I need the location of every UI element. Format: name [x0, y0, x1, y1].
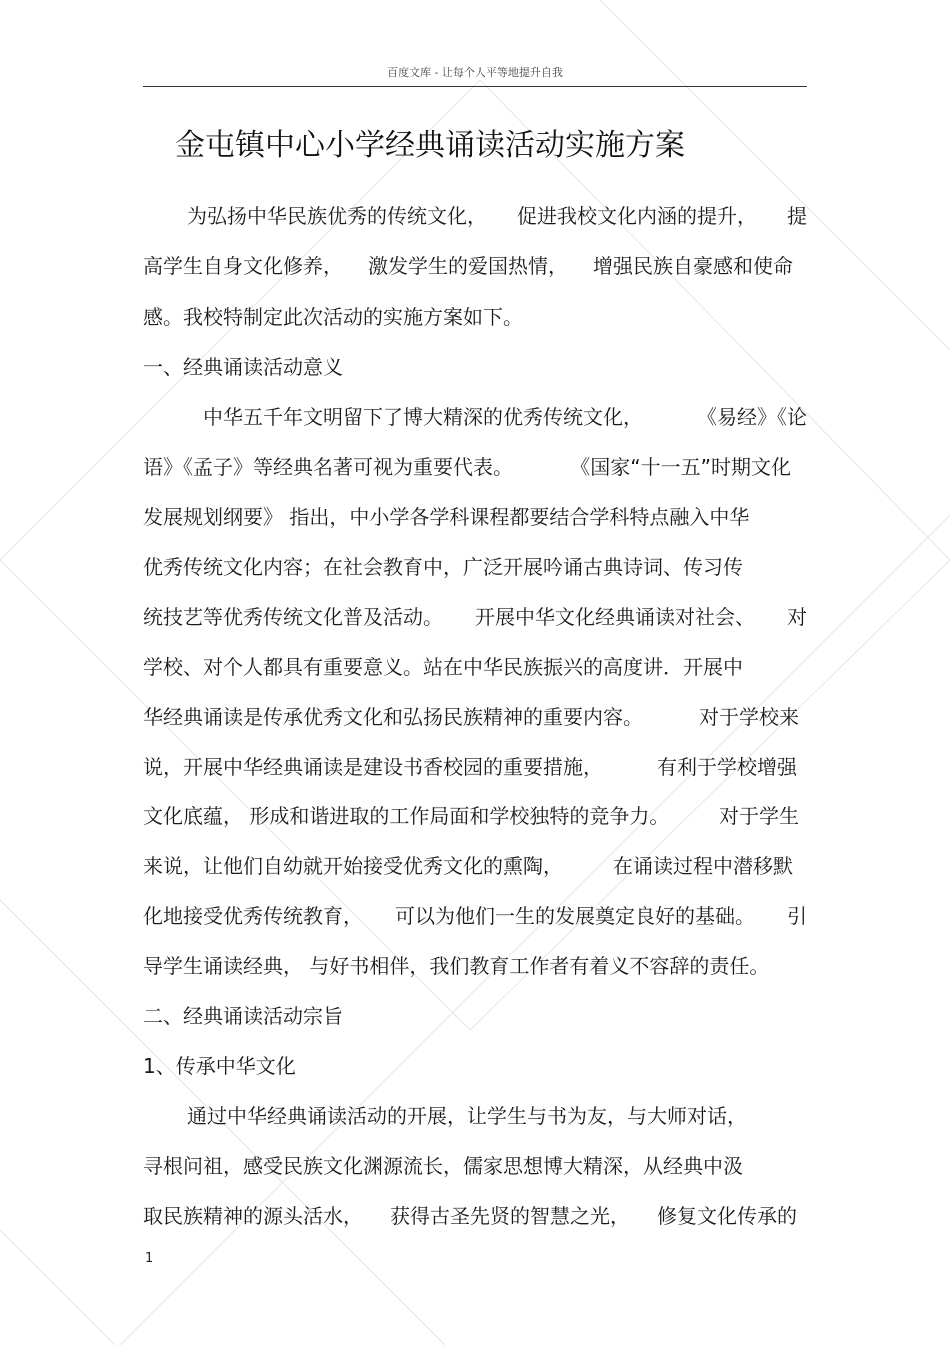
text-segment: 通过中华经典诵读活动的开展，让学生与书为友，与大师对话，	[187, 1104, 747, 1128]
text-segment: 获得古圣先贤的智慧之光，	[390, 1204, 630, 1228]
text-segment: 二、经典诵读活动宗旨	[143, 1004, 343, 1028]
paragraph-line-8	[143, 553, 807, 581]
paragraph-line-10	[143, 653, 807, 681]
text-segment: 语》《孟子》等经典名著可视为重要代表。	[143, 455, 513, 479]
paragraph-line-14	[143, 852, 793, 880]
paragraph-line-9	[143, 603, 807, 631]
text-segment: 说，开展中华经典诵读是建设书香校园的重要措施，	[143, 755, 603, 779]
text-segment: 文化底蕴， 形成和谐进取的工作局面和学校独特的竞争力。	[143, 804, 670, 828]
paragraph-line-15	[143, 902, 807, 930]
paragraph-line-13	[143, 802, 799, 830]
paragraph-line-1	[143, 202, 807, 230]
text-segment: 促进我校文化内涵的提升，	[517, 204, 757, 228]
page-number: 1	[145, 1251, 154, 1266]
paragraph-line-16	[143, 952, 807, 980]
text-segment: 为弘扬中华民族优秀的传统文化，	[187, 204, 487, 228]
text-segment: 对于学校来	[699, 705, 799, 729]
text-segment: 可以为他们一生的发展奠定良好的基础。	[395, 904, 755, 928]
text-segment: 《易经》《论	[697, 405, 807, 429]
text-segment: 开展中华文化经典诵读对社会、	[475, 605, 755, 629]
text-segment: 1、传承中华文化	[143, 1054, 296, 1078]
paragraph-line-21	[143, 1202, 797, 1230]
paragraph-line-3	[143, 303, 807, 331]
text-segment: 发展规划纲要》 指出，中小学各学科课程都要结合学科特点融入中华	[143, 505, 750, 529]
text-segment: 在诵读过程中潜移默	[613, 854, 793, 878]
text-segment: 来说，让他们自幼就开始接受优秀文化的熏陶，	[143, 854, 563, 878]
paragraph-line-6	[143, 453, 791, 481]
text-segment: 高学生自身文化修养，	[143, 254, 343, 278]
document-title: 金屯镇中心小学经典诵读活动实施方案	[175, 128, 685, 163]
paragraph-line-5	[143, 403, 807, 431]
paragraph-line-7	[143, 503, 807, 531]
text-segment: 一、经典诵读活动意义	[143, 355, 343, 379]
paragraph-line-19	[143, 1102, 807, 1130]
text-segment: 导学生诵读经典， 与好书相伴，我们教育工作者有着义不容辞的责任。	[143, 954, 770, 978]
paragraph-line-20	[143, 1152, 807, 1180]
text-segment: 引	[787, 904, 807, 928]
paragraph-line-12	[143, 753, 797, 781]
text-segment: 《国家“十一五”时期文化	[570, 455, 791, 479]
text-segment: 感。我校特制定此次活动的实施方案如下。	[143, 305, 523, 329]
text-segment: 激发学生的爱国热情，	[368, 254, 568, 278]
text-segment: 取民族精神的源头活水，	[143, 1204, 363, 1228]
text-segment: 统技艺等优秀传统文化普及活动。	[143, 605, 443, 629]
text-segment: 对于学生	[719, 804, 799, 828]
section-heading-1	[143, 353, 807, 381]
paragraph-line-2	[143, 252, 793, 280]
subsection-heading-1	[143, 1052, 807, 1080]
text-segment: 修复文化传承的	[657, 1204, 797, 1228]
text-segment: 学校、对个人都具有重要意义。站在中华民族振兴的高度讲．开展中	[143, 655, 743, 679]
text-segment: 有利于学校增强	[657, 755, 797, 779]
section-heading-2	[143, 1002, 807, 1030]
text-segment: 提	[787, 204, 807, 228]
text-segment: 华经典诵读是传承优秀文化和弘扬民族精神的重要内容。	[143, 705, 643, 729]
text-segment: 寻根问祖，感受民族文化渊源流长，儒家思想博大精深，从经典中汲	[143, 1154, 743, 1178]
text-segment: 对	[787, 605, 807, 629]
text-segment: 增强民族自豪感和使命	[593, 254, 793, 278]
paragraph-line-11	[143, 703, 799, 731]
text-segment: 中华五千年文明留下了博大精深的优秀传统文化，	[203, 405, 643, 429]
text-segment: 优秀传统文化内容；在社会教育中，广泛开展吟诵古典诗词、传习传	[143, 555, 743, 579]
page-header: 百度文库 - 让每个人平等地提升自我	[143, 60, 807, 87]
text-segment: 化地接受优秀传统教育，	[143, 904, 363, 928]
